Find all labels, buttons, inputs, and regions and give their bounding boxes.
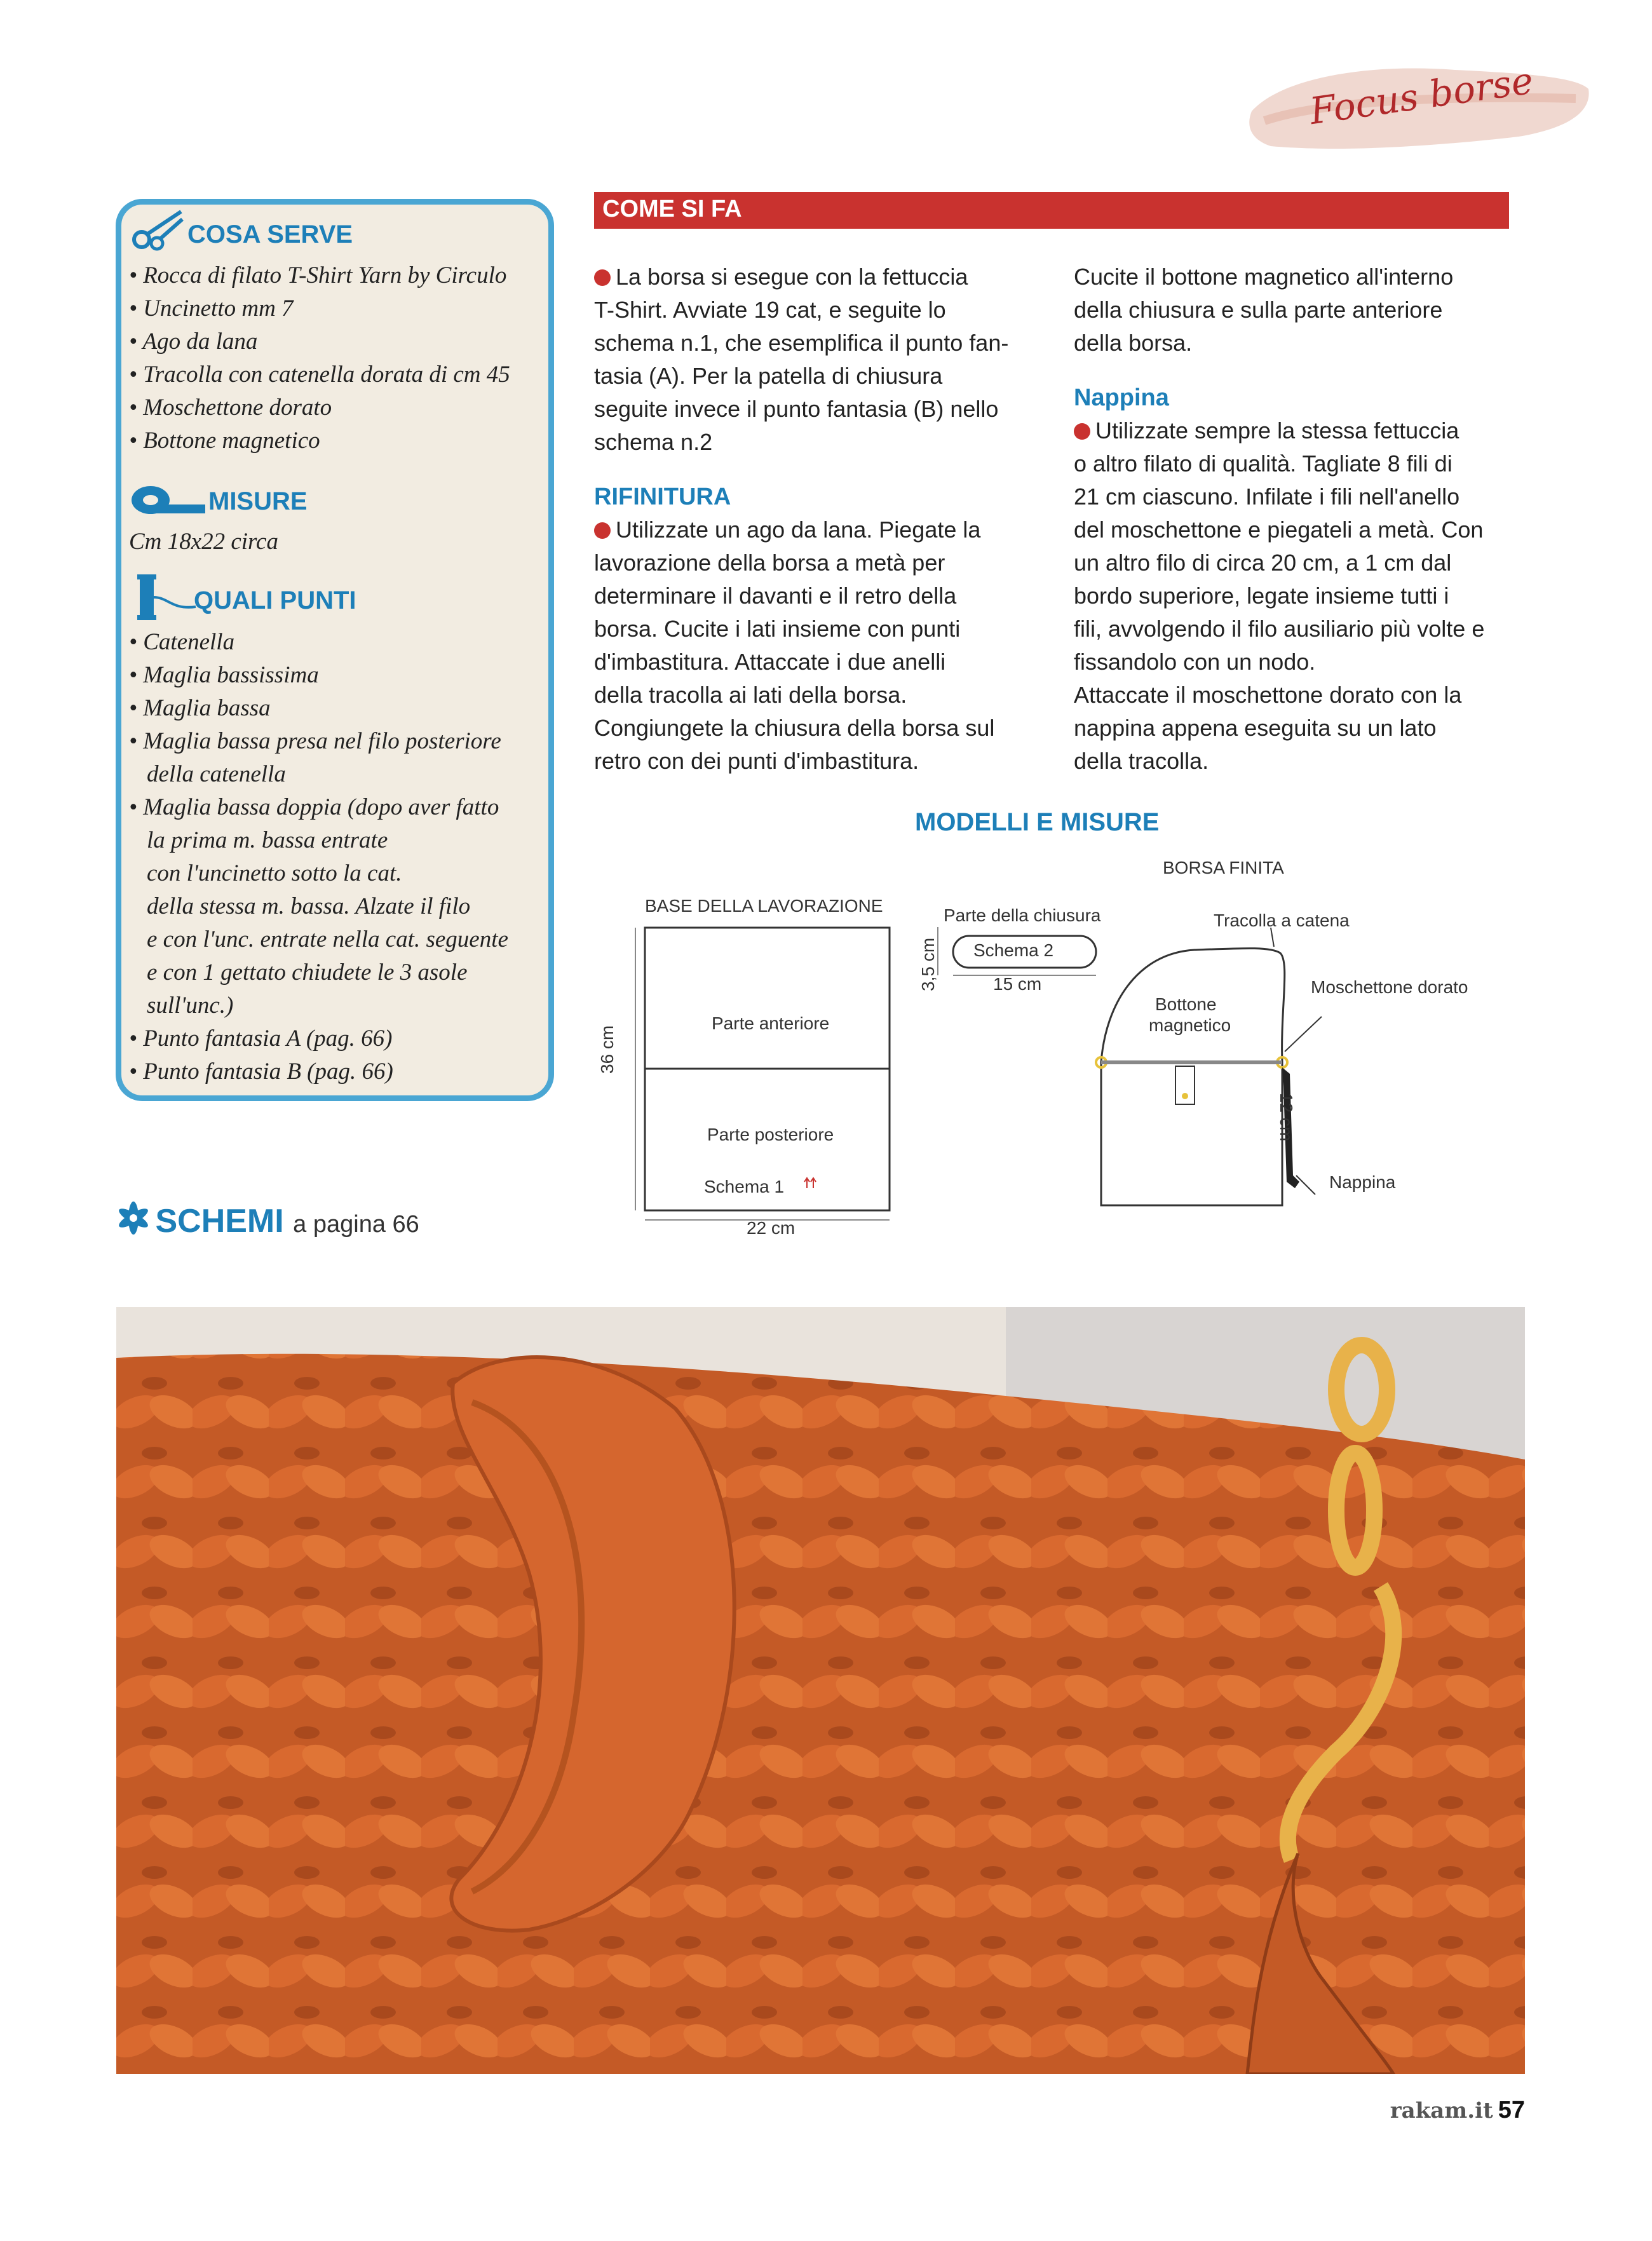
list-item: della stessa m. bassa. Alzate il filo — [147, 893, 471, 919]
text-line: determinare il davanti e il retro della — [594, 583, 957, 609]
text-line: Cucite il bottone magnetico all'interno — [1074, 264, 1454, 290]
list-item: • Maglia bassa doppia (dopo aver fatto — [129, 794, 499, 820]
borsa-finita-title: BORSA FINITA — [1163, 858, 1284, 877]
bottone-label-2: magnetico — [1149, 1015, 1231, 1035]
text-line: della tracolla ai lati della borsa. — [594, 682, 907, 708]
list-item: • Bottone magnetico — [129, 428, 320, 454]
text-line: T-Shirt. Avviate 19 cat, e seguite lo — [594, 297, 946, 323]
height-35-label: 3,5 cm — [918, 937, 938, 991]
text-line: lavorazione della borsa a metà per — [594, 550, 945, 576]
text-line: fili, avvolgendo il filo ausiliario più volte e — [1074, 616, 1485, 642]
text-line: La borsa si esegue con la fettuccia — [616, 264, 968, 290]
list-item: • Ago da lana — [129, 328, 258, 355]
list-item: la prima m. bassa entrate — [147, 827, 388, 853]
list-item: • Maglia bassa — [129, 695, 271, 721]
list-item: sull'unc.) — [147, 992, 234, 1019]
text-line: seguite invece il punto fantasia (B) nello — [594, 396, 999, 422]
text-line: Congiungete la chiusura della borsa sul — [594, 715, 995, 741]
text-line: Attaccate il moschettone dorato con la — [1074, 682, 1462, 708]
cosa-serve-title: COSA SERVE — [187, 220, 353, 248]
text-line: o altro filato di qualità. Tagliate 8 fili di — [1074, 450, 1452, 477]
modelli-title: MODELLI E MISURE — [915, 808, 1160, 836]
base-title: BASE DELLA LAVORAZIONE — [645, 896, 883, 916]
schemi-reference — [114, 1199, 419, 1240]
bullet-icon — [594, 269, 611, 286]
list-item: • Moschettone dorato — [129, 395, 332, 421]
text-line: Utilizzate sempre la stessa fettuccia — [1095, 417, 1459, 443]
list-item: • Punto fantasia A (pag. 66) — [129, 1026, 393, 1052]
borsa-finita-diagram — [1080, 921, 1347, 1220]
schema2-label: Schema 2 — [973, 940, 1054, 960]
list-item: e con l'unc. entrate nella cat. seguente — [147, 926, 508, 952]
schemi-title: SCHEMI — [155, 1203, 284, 1240]
quali-punti-list — [129, 626, 508, 1088]
misure-title: MISURE — [208, 487, 308, 515]
instructions-col1 — [594, 261, 1008, 778]
text-line: tasia (A). Per la patella di chiusura — [594, 363, 943, 389]
come-si-fa-title: COME SI FA — [602, 196, 742, 222]
page-number: 57 — [1498, 2097, 1525, 2123]
tape-measure-icon — [130, 483, 207, 518]
bullet-icon — [1074, 423, 1090, 440]
asterisk-icon — [114, 1199, 152, 1237]
list-item: e con 1 gettato chiudete le 3 asole — [147, 959, 468, 985]
bullet-icon — [594, 522, 611, 539]
schemi-subtitle: a pagina 66 — [293, 1211, 419, 1238]
misure-value: Cm 18x22 circa — [129, 529, 278, 555]
text-line: retro con dei punti d'imbastitura. — [594, 748, 919, 774]
nappina-title: Nappina — [1074, 384, 1169, 411]
text-line: nappina appena eseguita su un lato — [1074, 715, 1437, 741]
nappina-label: Nappina — [1329, 1172, 1396, 1192]
list-item: • Maglia bassissima — [129, 662, 319, 688]
list-item: • Tracolla con catenella dorata di cm 45 — [129, 362, 510, 388]
focus-badge-label: Focus borse — [1307, 58, 1536, 133]
text-line: fissandolo con un nodo. — [1074, 649, 1316, 675]
list-item: • Rocca di filato T-Shirt Yarn by Circulo — [129, 262, 507, 288]
list-item: • Punto fantasia B (pag. 66) — [129, 1059, 393, 1085]
text-line: del moschettone e piegateli a metà. Con — [1074, 517, 1484, 543]
text-line: bordo superiore, legate insieme tutti i — [1074, 583, 1449, 609]
list-item: della catenella — [147, 761, 286, 787]
schema1-label: Schema 1 — [704, 1177, 785, 1196]
thread-spool-icon — [133, 572, 197, 623]
width-22-label: 22 cm — [747, 1218, 796, 1238]
text-line: della chiusura e sulla parte anteriore — [1074, 297, 1443, 323]
list-item: • Catenella — [129, 629, 235, 655]
text-line: d'imbastitura. Attaccate i due anelli — [594, 649, 946, 675]
moschettone-label: Moschettone dorato — [1311, 977, 1468, 997]
instructions-col2 — [1074, 261, 1484, 778]
text-line: schema n.1, che esemplifica il punto fan- — [594, 330, 1009, 356]
footer-site: rakam.it — [1390, 2098, 1493, 2123]
crochet-bag-photo — [116, 1307, 1525, 2074]
text-line: della tracolla. — [1074, 748, 1209, 774]
list-item: • Uncinetto mm 7 — [129, 295, 294, 322]
parte-posteriore-label: Parte posteriore — [707, 1125, 834, 1144]
parte-anteriore-label: Parte anteriore — [712, 1013, 830, 1033]
width-15-label: 15 cm — [993, 974, 1042, 994]
text-line: della borsa. — [1074, 330, 1193, 356]
list-item: con l'uncinetto sotto la cat. — [147, 860, 402, 886]
list-item: • Maglia bassa presa nel filo posteriore — [129, 728, 501, 754]
text-line: un altro filo di circa 20 cm, a 1 cm dal — [1074, 550, 1452, 576]
chiusura-title: Parte della chiusura — [944, 905, 1101, 925]
text-line: 21 cm ciascuno. Infilate i fili nell'anello — [1074, 484, 1460, 510]
text-line: borsa. Cucite i lati insieme con punti — [594, 616, 961, 642]
page-footer — [1334, 2097, 1525, 2124]
height-36-label: 36 cm — [597, 1025, 617, 1074]
text-line: Utilizzate un ago da lana. Piegate la — [616, 517, 981, 543]
tracolla-label: Tracolla a catena — [1214, 911, 1350, 930]
quali-punti-title: QUALI PUNTI — [194, 586, 356, 614]
text-line: schema n.2 — [594, 429, 713, 455]
rifinitura-title: RIFINITURA — [594, 484, 731, 510]
len-12-label: 12 cm — [1276, 1093, 1296, 1142]
bottone-label-1: Bottone — [1155, 994, 1217, 1014]
scissors-icon — [130, 206, 187, 251]
cosa-serve-list — [129, 259, 510, 457]
